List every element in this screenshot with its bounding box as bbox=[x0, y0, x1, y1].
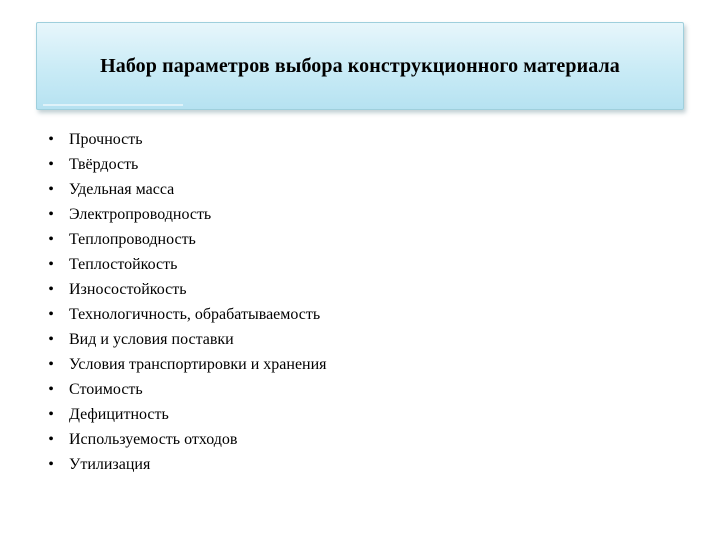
bullet-icon: • bbox=[48, 131, 54, 148]
bullet-icon: • bbox=[48, 181, 54, 198]
list-item-text: Теплопроводность bbox=[69, 231, 196, 248]
list-item-text: Стоимость bbox=[69, 381, 143, 398]
title-box bbox=[36, 22, 684, 110]
bullet-icon: • bbox=[48, 156, 54, 173]
bullet-icon: • bbox=[48, 381, 54, 398]
slide-title: Набор параметров выбора конструкционного материала bbox=[100, 54, 620, 77]
bullet-icon: • bbox=[48, 281, 54, 298]
list-item-text: Износостойкость bbox=[69, 281, 187, 298]
bullet-icon: • bbox=[48, 356, 54, 373]
bullet-icon: • bbox=[48, 406, 54, 423]
bullet-icon: • bbox=[48, 256, 54, 273]
list-item-text: Условия транспортировки и хранения bbox=[69, 356, 327, 373]
bullet-icon: • bbox=[48, 331, 54, 348]
list-item-text: Теплостойкость bbox=[69, 256, 178, 273]
list-item-text: Технологичность, обрабатываемость bbox=[69, 306, 321, 323]
list-item-text: Твёрдость bbox=[69, 156, 139, 173]
bullet-icon: • bbox=[48, 431, 54, 448]
bullet-icon: • bbox=[48, 456, 54, 473]
bullet-icon: • bbox=[48, 206, 54, 223]
list-item-text: Удельная масса bbox=[69, 181, 175, 198]
bullet-icon: • bbox=[48, 231, 54, 248]
list-item-text: Утилизация bbox=[69, 456, 151, 473]
list-item-text: Прочность bbox=[69, 131, 143, 148]
list-item-text: Дефицитность bbox=[69, 406, 169, 423]
bullet-icon: • bbox=[48, 306, 54, 323]
list-item-text: Вид и условия поставки bbox=[69, 331, 234, 348]
list-item-text: Электропроводность bbox=[69, 206, 212, 223]
list-item-text: Используемость отходов bbox=[69, 431, 238, 448]
